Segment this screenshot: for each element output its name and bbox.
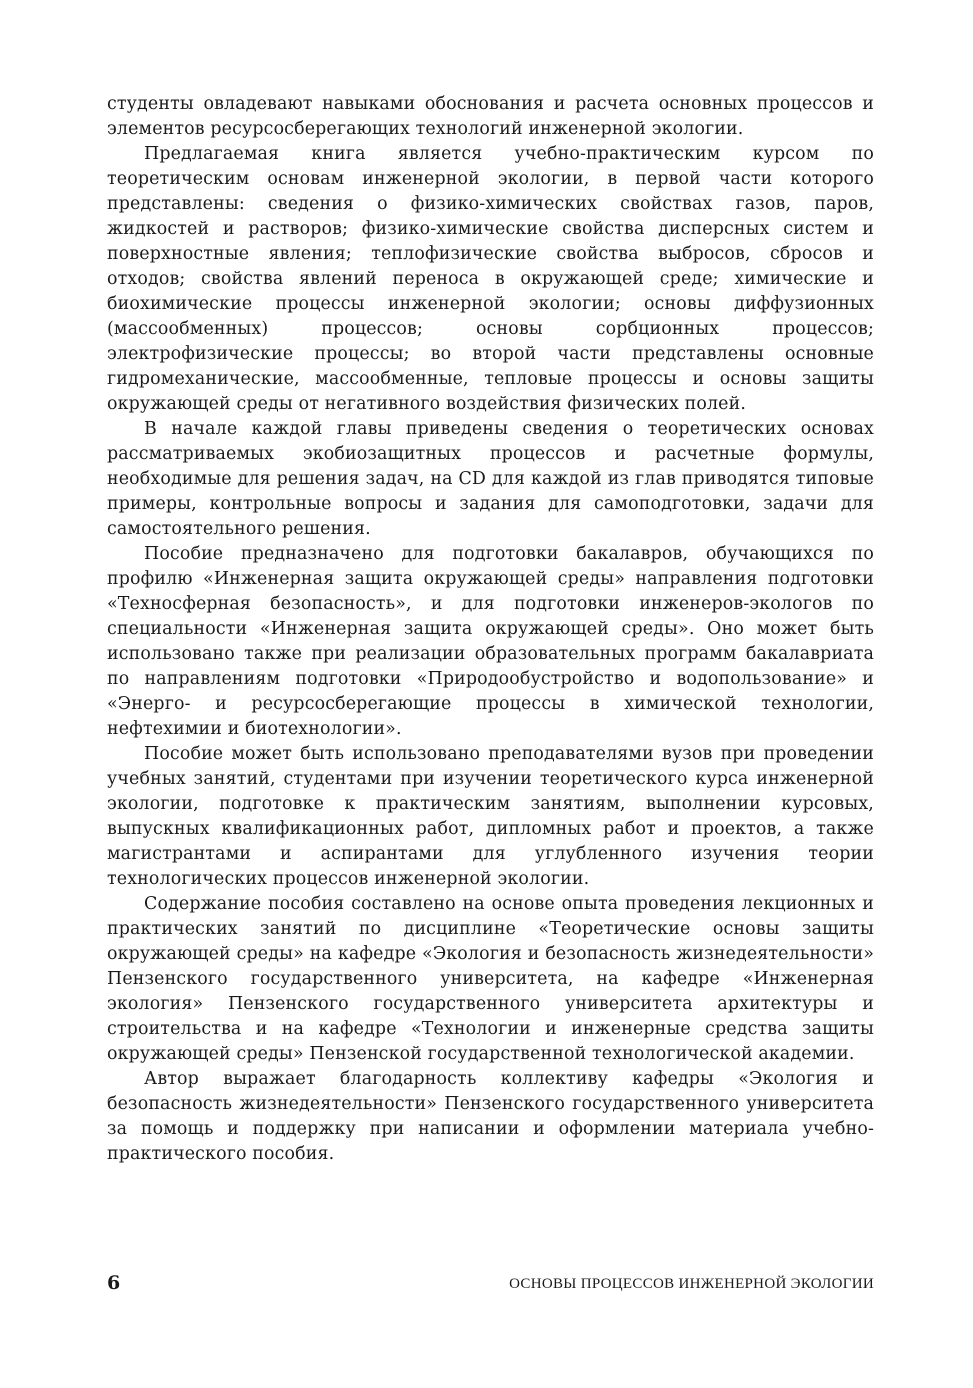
page-number: 6 [107,1272,121,1294]
page-body [107,92,874,1167]
paragraph-intended-audience: Пособие предназначено для подготовки бакалавров, обучающихся по профилю «Инженерная защита окружающей среды» направления подготовки «Техносферная безопасность», и для подготовки инженеров-экологов по специальности «Инженерная защита окружающей среды». Оно может быть использовано также при реализации образовательных программ бакалавриата по направлениям подготовки «Природообустройство и водопользование» и «Энерго- и ресурсосберегающие процессы в химической технологии, нефтехимии и биотехнологии». [107,544,874,739]
running-title: ОСНОВЫ ПРОЦЕССОВ ИНЖЕНЕРНОЙ ЭКОЛОГИИ [509,1276,874,1292]
paragraph-content-origin: Содержание пособия составлено на основе опыта проведения лекционных и практических занятий по дисциплине «Теоретические основы защиты окружающей среды» на кафедре «Экология и безопасность жизнедеятельности» Пензенского государственного университета, на кафедре «Инженерная экология» Пензенского государственного университета архитектуры и строительства и на кафедре «Технологии и инженерные средства защиты окружающей среды» Пензенской государственной технологической академии. [107,894,874,1064]
paragraph-chapter-structure: В начале каждой главы приведены сведения о теоретических основах рассматриваемых экобиозащитных процессов и расчетные формулы, необходимые для решения задач, на CD для каждой из глав приводятся типовые примеры, контрольные вопросы и задания для самоподготовки, задачи для самостоятельного решения. [107,419,874,539]
paragraph-book-overview: Предлагаемая книга является учебно-практическим курсом по теоретическим основам инженерной экологии, в первой части которого представлены: сведения о физико-химических свойствах газов, паров, жидкостей и растворов; физико-химические свойства дисперсных систем и поверхностные явления; теплофизические свойства выбросов, сбросов и отходов; свойства явлений переноса в окружающей среде; химические и биохимические процессы инженерной экологии; основы диффузионных (массообменных) процессов; основы сорбционных процессов; электрофизические процессы; во второй части представлены основные гидромеханические, массообменные, тепловые процессы и основы защиты окружающей среды от негативного воздействия физических полей. [107,144,874,414]
paragraph-usage: Пособие может быть использовано преподавателями вузов при проведении учебных занятий, студентами при изучении теоретического курса инженерной экологии, подготовке к практическим занятиям, выполнении курсовых, выпускных квалификационных работ, дипломных работ и проектов, а также магистрантами и аспирантами для углубленного изучения теории технологических процессов инженерной экологии. [107,744,874,889]
paragraph-continuation: студенты овладевают навыками обоснования и расчета основных процессов и элементов ресурсосберегающих технологий инженерной экологии. [107,94,874,139]
paragraph-acknowledgements: Автор выражает благодарность коллективу кафедры «Экология и безопасность жизнедеятельности» Пензенского государственного университета за помощь и поддержку при написании и оформлении материала учебно-практического пособия. [107,1069,874,1164]
page-footer [107,1272,874,1298]
